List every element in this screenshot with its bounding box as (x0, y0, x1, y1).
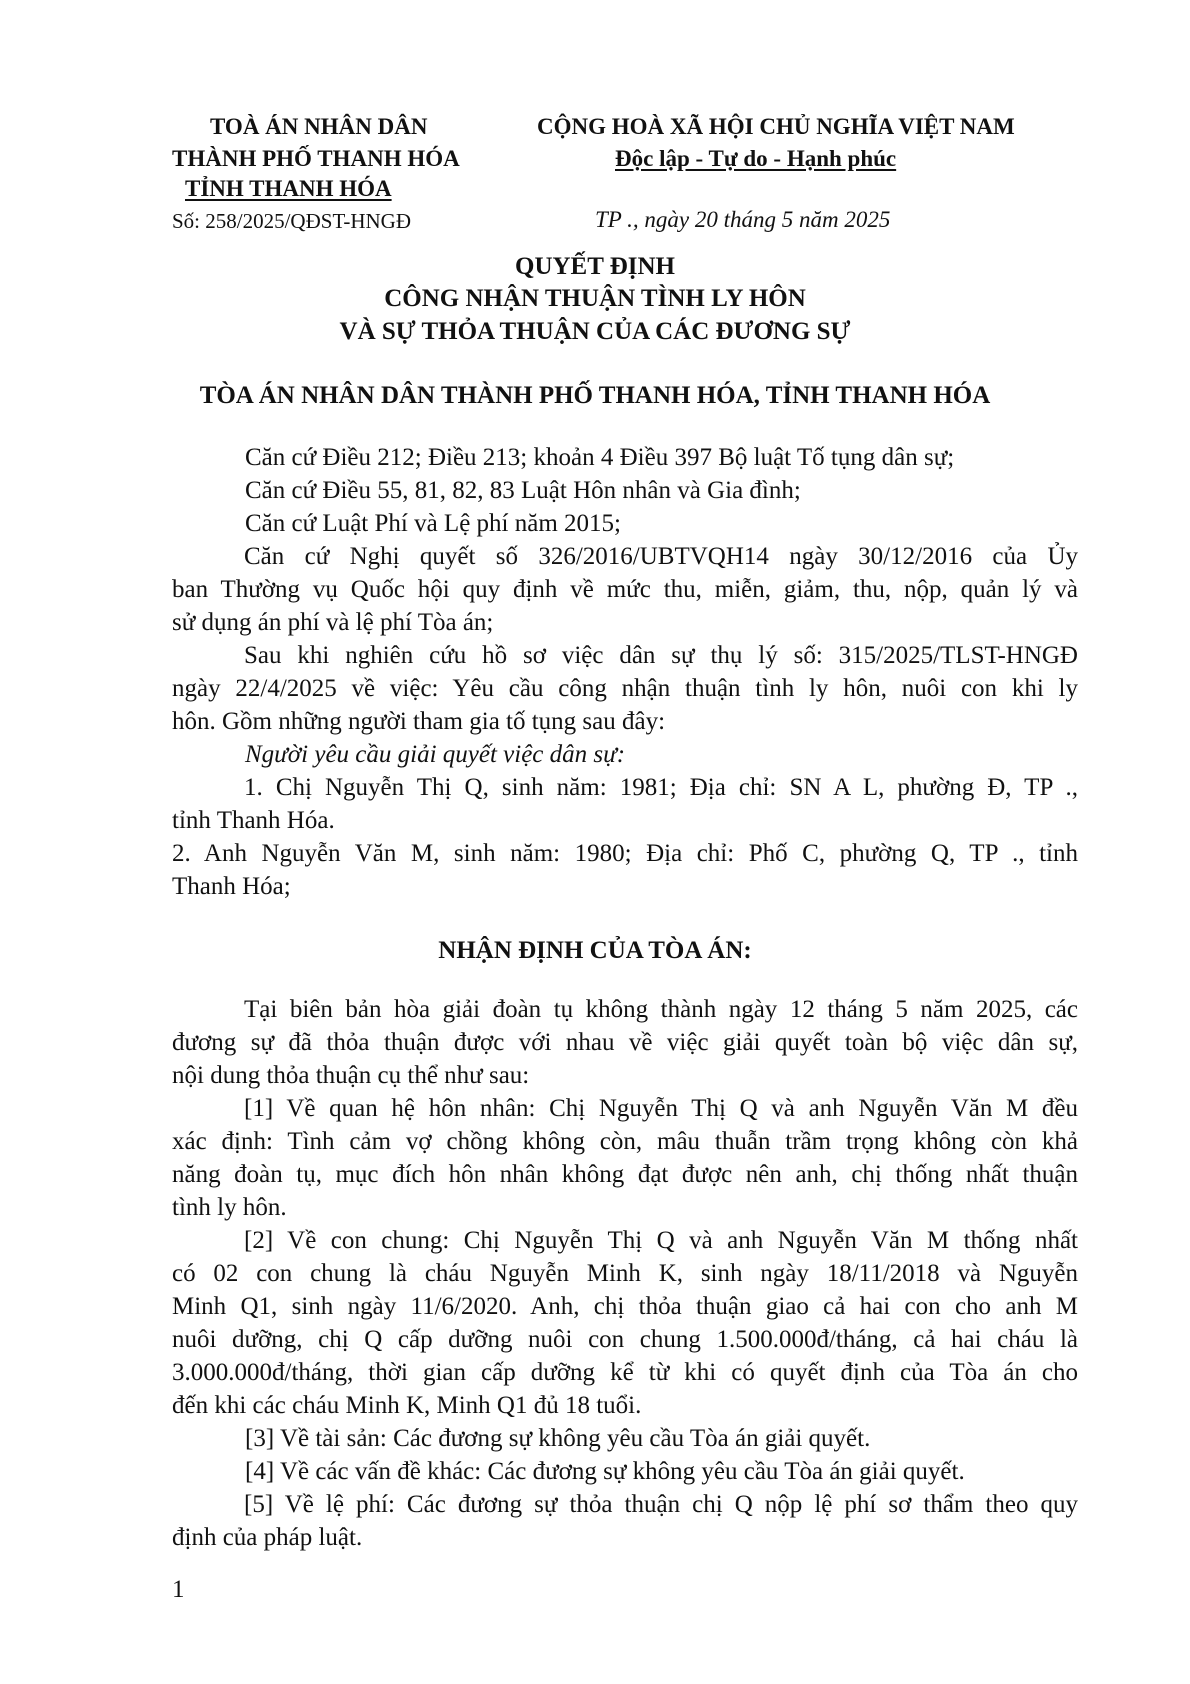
finding-2-line1: [2] Về con chung: Chị Nguyễn Thị Q và anh Nguyễn Văn M thống nhất (244, 1227, 1078, 1254)
parties-heading: Người yêu cầu giải quyết việc dân sự: (245, 741, 626, 768)
legal-basis-4-line1: Căn cứ Nghị quyết số 326/2016/UBTVQH14 ngày 30/12/2016 của Ủy (244, 543, 1078, 570)
finding-1-line2: xác định: Tình cảm vợ chồng không còn, mâu thuẫn trầm trọng không còn khả (172, 1128, 1078, 1155)
legal-basis-4-line3: sử dụng án phí và lệ phí Tòa án; (172, 609, 494, 636)
findings-intro-line2: đương sự đã thỏa thuận được với nhau về việc giải quyết toàn bộ việc dân sự, (172, 1029, 1078, 1056)
finding-2-line4: nuôi dưỡng, chị Q cấp dưỡng nuôi con chung 1.500.000đ/tháng, cả hai cháu là (172, 1326, 1078, 1353)
finding-5-line1: [5] Về lệ phí: Các đương sự thỏa thuận chị Q nộp lệ phí sơ thẩm theo quy (244, 1491, 1078, 1518)
case-review-line3: hôn. Gồm những người tham gia tố tụng sau đây: (172, 708, 666, 735)
legal-basis-1: Căn cứ Điều 212; Điều 213; khoản 4 Điều 397 Bộ luật Tố tụng dân sự; (245, 444, 955, 471)
findings-heading: NHẬN ĐỊNH CỦA TÒA ÁN: (438, 937, 752, 964)
finding-1-line4: tình ly hôn. (172, 1194, 287, 1221)
nation-motto: Độc lập - Tự do - Hạnh phúc (615, 146, 897, 171)
document-subtitle-2: VÀ SỰ THỎA THUẬN CỦA CÁC ĐƯƠNG SỰ (339, 318, 851, 345)
finding-2-line6: đến khi các cháu Minh K, Minh Q1 đủ 18 tuổi. (172, 1392, 642, 1419)
legal-basis-2: Căn cứ Điều 55, 81, 82, 83 Luật Hôn nhân và Gia đình; (245, 477, 801, 504)
party-2-line1: 2. Anh Nguyễn Văn M, sinh năm: 1980; Địa chỉ: Phố C, phường Q, TP ., tỉnh (172, 840, 1078, 867)
issue-date: TP ., ngày 20 tháng 5 năm 2025 (595, 207, 891, 232)
court-heading: TÒA ÁN NHÂN DÂN THÀNH PHỐ THANH HÓA, TỈNH THANH HÓA (199, 382, 991, 409)
legal-basis-3: Căn cứ Luật Phí và Lệ phí năm 2015; (245, 510, 621, 537)
finding-1-line1: [1] Về quan hệ hôn nhân: Chị Nguyễn Thị Q và anh Nguyễn Văn M đều (244, 1095, 1078, 1122)
legal-basis-4-line2: ban Thường vụ Quốc hội quy định về mức thu, miễn, giảm, thu, nộp, quản lý và (172, 576, 1078, 603)
document-title: QUYẾT ĐỊNH (515, 253, 675, 280)
party-1-line2: tỉnh Thanh Hóa. (172, 807, 335, 834)
court-name-line1: TOÀ ÁN NHÂN DÂN (210, 114, 428, 139)
party-1-line1: 1. Chị Nguyễn Thị Q, sinh năm: 1981; Địa chỉ: SN A L, phường Đ, TP ., (244, 774, 1078, 801)
finding-2-line2: có 02 con chung là cháu Nguyễn Minh K, sinh ngày 18/11/2018 và Nguyễn (172, 1260, 1078, 1287)
findings-intro-line1: Tại biên bản hòa giải đoàn tụ không thành ngày 12 tháng 5 năm 2025, các (244, 996, 1078, 1023)
decision-number: Số: 258/2025/QĐST-HNGĐ (172, 209, 411, 233)
document-subtitle-1: CÔNG NHẬN THUẬN TÌNH LY HÔN (384, 285, 806, 312)
case-review-line2: ngày 22/4/2025 về việc: Yêu cầu công nhận thuận tình ly hôn, nuôi con khi ly (172, 675, 1078, 702)
nation-name: CỘNG HOÀ XÃ HỘI CHỦ NGHĨA VIỆT NAM (537, 114, 1015, 139)
court-name-line3: TỈNH THANH HÓA (185, 176, 392, 201)
page-number: 1 (172, 1576, 185, 1603)
finding-1-line3: năng đoàn tụ, mục đích hôn nhân không đạt được nên anh, chị thống nhất thuận (172, 1161, 1078, 1188)
findings-intro-line3: nội dung thỏa thuận cụ thể như sau: (172, 1062, 530, 1089)
finding-2-line5: 3.000.000đ/tháng, thời gian cấp dưỡng kể từ khi có quyết định của Tòa án cho (172, 1359, 1078, 1386)
court-name-line2: THÀNH PHỐ THANH HÓA (172, 146, 460, 171)
finding-5-line2: định của pháp luật. (172, 1524, 363, 1551)
finding-3: [3] Về tài sản: Các đương sự không yêu cầu Tòa án giải quyết. (245, 1425, 871, 1452)
finding-2-line3: Minh Q1, sinh ngày 11/6/2020. Anh, chị thỏa thuận giao cả hai con cho anh M (172, 1293, 1078, 1320)
finding-4: [4] Về các vấn đề khác: Các đương sự không yêu cầu Tòa án giải quyết. (245, 1458, 965, 1485)
party-2-line2: Thanh Hóa; (172, 873, 291, 900)
case-review-line1: Sau khi nghiên cứu hồ sơ việc dân sự thụ lý số: 315/2025/TLST-HNGĐ (244, 642, 1078, 669)
